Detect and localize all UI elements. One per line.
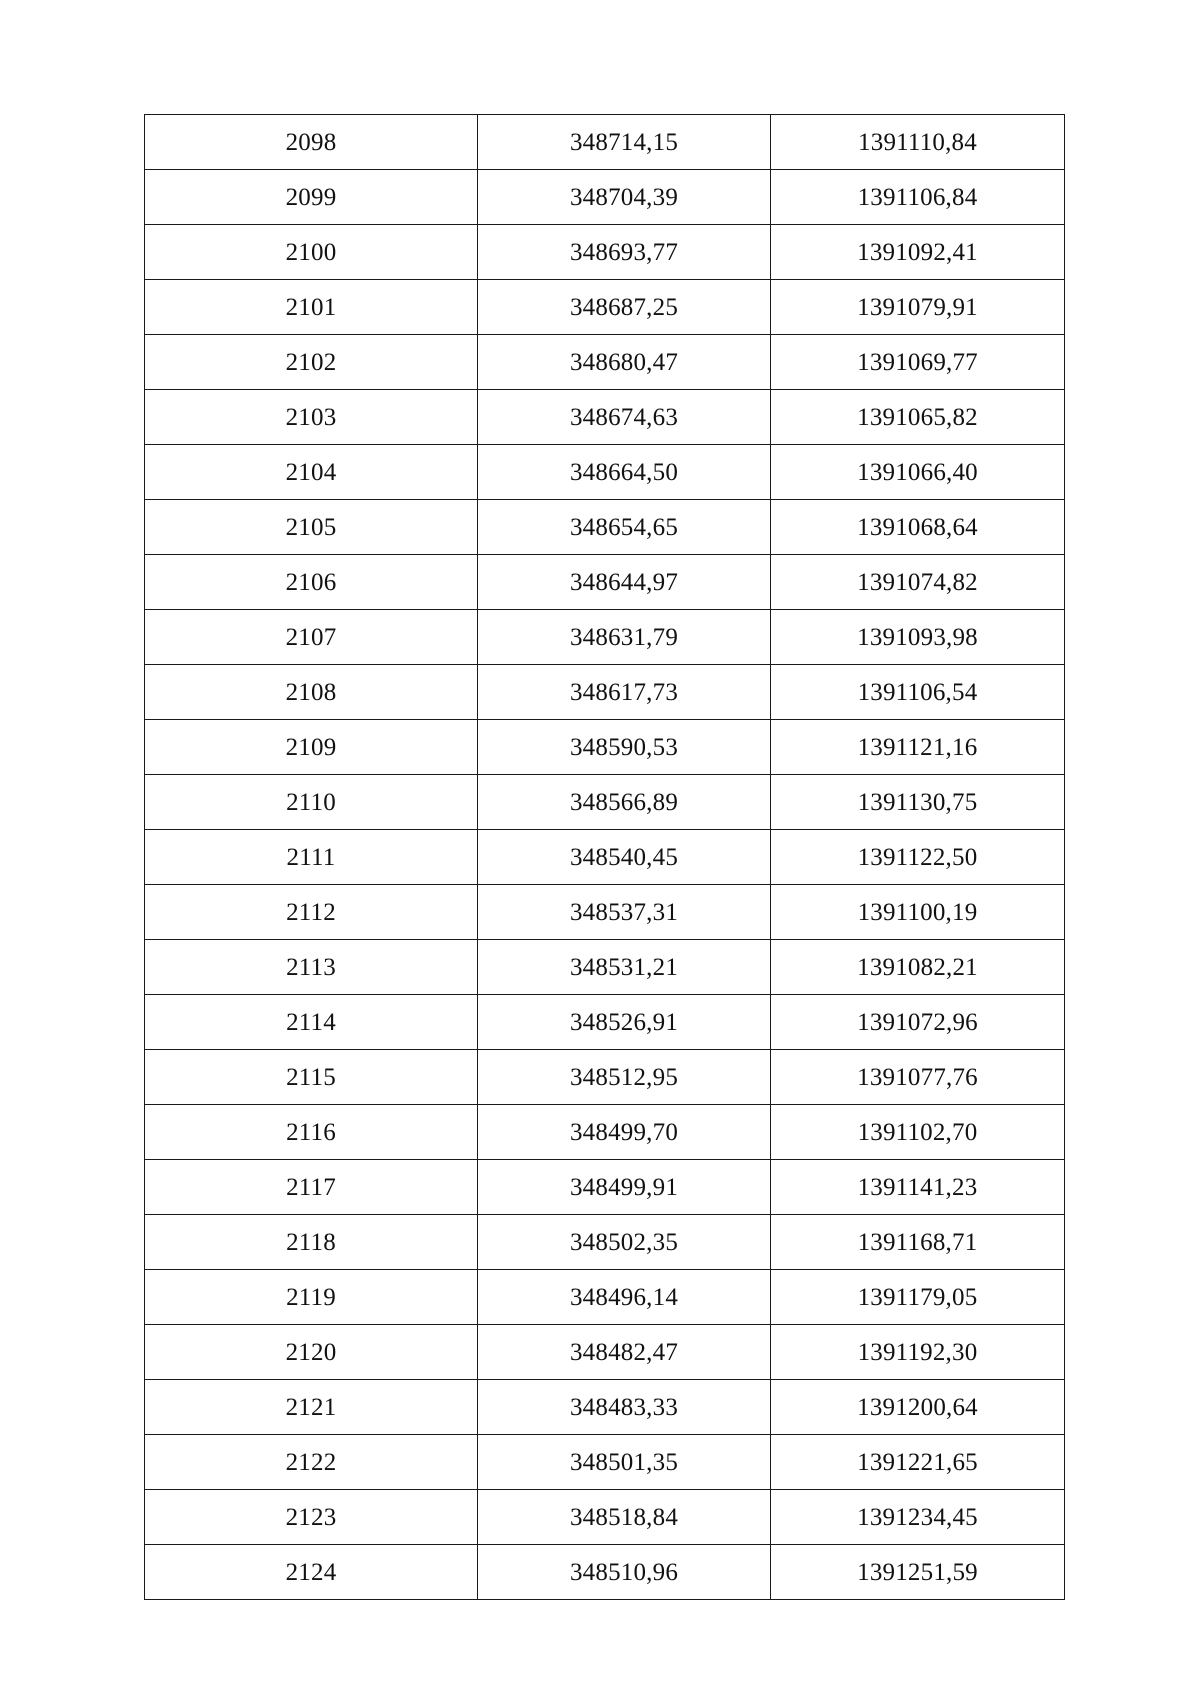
x-coordinate-cell: 348537,31 xyxy=(478,885,771,940)
x-coordinate-cell: 348674,63 xyxy=(478,390,771,445)
point-number-cell: 2122 xyxy=(145,1435,478,1490)
y-coordinate-cell: 1391066,40 xyxy=(771,445,1065,500)
point-number-cell: 2111 xyxy=(145,830,478,885)
point-number-cell: 2115 xyxy=(145,1050,478,1105)
coordinates-table xyxy=(144,114,1065,1600)
point-number-cell: 2104 xyxy=(145,445,478,500)
x-coordinate-cell: 348644,97 xyxy=(478,555,771,610)
table-row xyxy=(145,555,1065,610)
table-row xyxy=(145,1545,1065,1600)
y-coordinate-cell: 1391192,30 xyxy=(771,1325,1065,1380)
y-coordinate-cell: 1391069,77 xyxy=(771,335,1065,390)
table-row xyxy=(145,720,1065,775)
y-coordinate-cell: 1391122,50 xyxy=(771,830,1065,885)
table-row xyxy=(145,1160,1065,1215)
table-row xyxy=(145,665,1065,720)
table-row xyxy=(145,885,1065,940)
table-row xyxy=(145,1435,1065,1490)
point-number-cell: 2114 xyxy=(145,995,478,1050)
point-number-cell: 2118 xyxy=(145,1215,478,1270)
x-coordinate-cell: 348499,70 xyxy=(478,1105,771,1160)
x-coordinate-cell: 348496,14 xyxy=(478,1270,771,1325)
x-coordinate-cell: 348693,77 xyxy=(478,225,771,280)
table-row xyxy=(145,1215,1065,1270)
point-number-cell: 2103 xyxy=(145,390,478,445)
y-coordinate-cell: 1391106,84 xyxy=(771,170,1065,225)
table-row xyxy=(145,610,1065,665)
x-coordinate-cell: 348687,25 xyxy=(478,280,771,335)
x-coordinate-cell: 348680,47 xyxy=(478,335,771,390)
x-coordinate-cell: 348510,96 xyxy=(478,1545,771,1600)
x-coordinate-cell: 348714,15 xyxy=(478,115,771,170)
y-coordinate-cell: 1391100,19 xyxy=(771,885,1065,940)
point-number-cell: 2105 xyxy=(145,500,478,555)
y-coordinate-cell: 1391106,54 xyxy=(771,665,1065,720)
x-coordinate-cell: 348518,84 xyxy=(478,1490,771,1545)
y-coordinate-cell: 1391102,70 xyxy=(771,1105,1065,1160)
point-number-cell: 2124 xyxy=(145,1545,478,1600)
y-coordinate-cell: 1391141,23 xyxy=(771,1160,1065,1215)
point-number-cell: 2098 xyxy=(145,115,478,170)
y-coordinate-cell: 1391077,76 xyxy=(771,1050,1065,1105)
table-row xyxy=(145,1050,1065,1105)
table-row xyxy=(145,390,1065,445)
table-row xyxy=(145,830,1065,885)
point-number-cell: 2109 xyxy=(145,720,478,775)
coordinates-table-body xyxy=(145,115,1065,1600)
table-row xyxy=(145,940,1065,995)
x-coordinate-cell: 348482,47 xyxy=(478,1325,771,1380)
point-number-cell: 2099 xyxy=(145,170,478,225)
y-coordinate-cell: 1391221,65 xyxy=(771,1435,1065,1490)
point-number-cell: 2120 xyxy=(145,1325,478,1380)
y-coordinate-cell: 1391068,64 xyxy=(771,500,1065,555)
x-coordinate-cell: 348483,33 xyxy=(478,1380,771,1435)
table-row xyxy=(145,775,1065,830)
y-coordinate-cell: 1391251,59 xyxy=(771,1545,1065,1600)
table-row xyxy=(145,1105,1065,1160)
table-row xyxy=(145,280,1065,335)
x-coordinate-cell: 348654,65 xyxy=(478,500,771,555)
y-coordinate-cell: 1391168,71 xyxy=(771,1215,1065,1270)
x-coordinate-cell: 348540,45 xyxy=(478,830,771,885)
table-row xyxy=(145,170,1065,225)
y-coordinate-cell: 1391092,41 xyxy=(771,225,1065,280)
y-coordinate-cell: 1391130,75 xyxy=(771,775,1065,830)
x-coordinate-cell: 348531,21 xyxy=(478,940,771,995)
table-row xyxy=(145,995,1065,1050)
point-number-cell: 2117 xyxy=(145,1160,478,1215)
point-number-cell: 2107 xyxy=(145,610,478,665)
x-coordinate-cell: 348664,50 xyxy=(478,445,771,500)
x-coordinate-cell: 348590,53 xyxy=(478,720,771,775)
point-number-cell: 2121 xyxy=(145,1380,478,1435)
point-number-cell: 2113 xyxy=(145,940,478,995)
y-coordinate-cell: 1391065,82 xyxy=(771,390,1065,445)
x-coordinate-cell: 348501,35 xyxy=(478,1435,771,1490)
y-coordinate-cell: 1391121,16 xyxy=(771,720,1065,775)
point-number-cell: 2108 xyxy=(145,665,478,720)
point-number-cell: 2101 xyxy=(145,280,478,335)
y-coordinate-cell: 1391072,96 xyxy=(771,995,1065,1050)
x-coordinate-cell: 348566,89 xyxy=(478,775,771,830)
y-coordinate-cell: 1391079,91 xyxy=(771,280,1065,335)
x-coordinate-cell: 348512,95 xyxy=(478,1050,771,1105)
point-number-cell: 2112 xyxy=(145,885,478,940)
y-coordinate-cell: 1391179,05 xyxy=(771,1270,1065,1325)
table-row xyxy=(145,1380,1065,1435)
table-row xyxy=(145,500,1065,555)
x-coordinate-cell: 348631,79 xyxy=(478,610,771,665)
x-coordinate-cell: 348499,91 xyxy=(478,1160,771,1215)
table-row xyxy=(145,335,1065,390)
point-number-cell: 2116 xyxy=(145,1105,478,1160)
point-number-cell: 2119 xyxy=(145,1270,478,1325)
y-coordinate-cell: 1391234,45 xyxy=(771,1490,1065,1545)
x-coordinate-cell: 348526,91 xyxy=(478,995,771,1050)
point-number-cell: 2110 xyxy=(145,775,478,830)
point-number-cell: 2106 xyxy=(145,555,478,610)
y-coordinate-cell: 1391200,64 xyxy=(771,1380,1065,1435)
x-coordinate-cell: 348704,39 xyxy=(478,170,771,225)
point-number-cell: 2100 xyxy=(145,225,478,280)
x-coordinate-cell: 348617,73 xyxy=(478,665,771,720)
x-coordinate-cell: 348502,35 xyxy=(478,1215,771,1270)
y-coordinate-cell: 1391082,21 xyxy=(771,940,1065,995)
point-number-cell: 2123 xyxy=(145,1490,478,1545)
table-row xyxy=(145,225,1065,280)
table-row xyxy=(145,445,1065,500)
y-coordinate-cell: 1391074,82 xyxy=(771,555,1065,610)
table-row xyxy=(145,1270,1065,1325)
point-number-cell: 2102 xyxy=(145,335,478,390)
y-coordinate-cell: 1391093,98 xyxy=(771,610,1065,665)
table-row xyxy=(145,115,1065,170)
y-coordinate-cell: 1391110,84 xyxy=(771,115,1065,170)
table-row xyxy=(145,1325,1065,1380)
table-row xyxy=(145,1490,1065,1545)
